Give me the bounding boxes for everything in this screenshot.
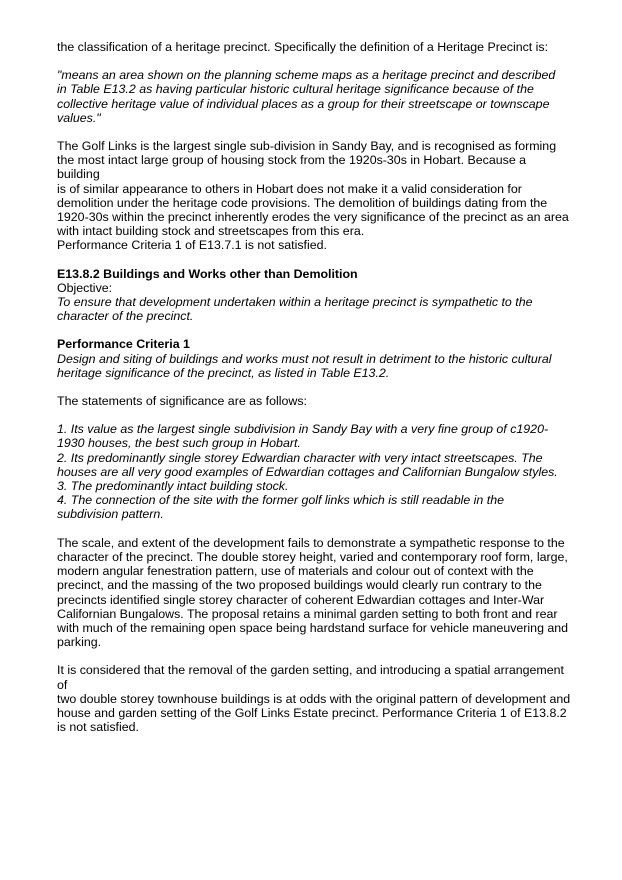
spacer (57, 649, 572, 663)
spacer (57, 408, 572, 422)
spacer (57, 125, 572, 139)
conclusion-paragraph: It is considered that the removal of the garden setting, and introducing a spatial arrangement of two double storey townhouse buildings is at odds with the original pattern of development and house and garden setting of the Golf Links Estate precinct. Performance Criteria 1 of E13.8.2 is not satisfied. (57, 663, 571, 735)
spacer (57, 380, 572, 394)
definition-quote: "means an area shown on the planning scheme maps as a heritage precinct and described in Table E13.2 as having particular historic cultural heritage significance because of the collective heritage value of individual places as a group for their streetscape or townscape values." (57, 68, 556, 125)
section-heading-e1382: E13.8.2 Buildings and Works other than Demolition (57, 266, 358, 281)
objective-text: To ensure that development undertaken within a heritage precinct is sympathetic to the character of the precinct. (57, 295, 533, 324)
statements-intro: The statements of significance are as follows: (57, 394, 307, 409)
spacer (57, 54, 572, 68)
statement-item: 3. The predominantly intact building stock. (57, 479, 289, 494)
spacer (57, 253, 572, 267)
performance-criteria-heading: Performance Criteria 1 (57, 337, 190, 352)
spacer (57, 323, 572, 337)
statement-item: 2. Its predominantly single storey Edwardian character with very intact streetscapes. The houses are all very good examples of Edwardian cottages and Californian Bungalow styles. (57, 450, 558, 479)
statement-item: 4. The connection of the site with the former golf links which is still readable in the subdivision pattern. (57, 493, 504, 522)
assessment-paragraph: The scale, and extent of the development fails to demonstrate a sympathetic response to the character of the precinct. The double storey height, varied and contemporary roof form, large, modern angular fenestration pattern, use of materials and colour out of context with the precinct, and the massing of the two proposed buildings would clearly run contrary to the precincts identified single storey character of coherent Edwardian cottages and Inter-War Californian Bungalows. The proposal retains a minimal garden setting to both front and rear with much of the remaining open space being hardstand surface for vehicle maneuvering and parking. (57, 535, 569, 650)
spacer (57, 522, 572, 536)
golf-links-paragraph: The Golf Links is the largest single sub-division in Sandy Bay, and is recognised as forming the most intact large group of housing stock from the 1920s-30s in Hobart. Because a building is of similar appearance to others in Hobart does not make it a valid consideration for demolition under the heritage code provisions. The demolition of buildings dating from the 1920-30s within the precinct inherently erodes the very significance of the precinct as an area with intact building stock and streetscapes from this era. (57, 139, 569, 239)
statement-item: 1. Its value as the largest single subdivision in Sandy Bay with a very fine group of c1920- 1930 houses, the best such group in Hobart. (57, 422, 549, 451)
performance-criteria-text: Design and siting of buildings and works must not result in detriment to the historic cultural heritage significance of the precinct, as listed in Table E13.2. (57, 351, 552, 380)
golf-links-conclusion: Performance Criteria 1 of E13.7.1 is not satisfied. (57, 238, 327, 253)
document-page (57, 40, 572, 734)
intro-paragraph: the classification of a heritage precinct. Specifically the definition of a Heritage Precinct is: (57, 40, 549, 54)
objective-label: Objective: (57, 280, 113, 295)
